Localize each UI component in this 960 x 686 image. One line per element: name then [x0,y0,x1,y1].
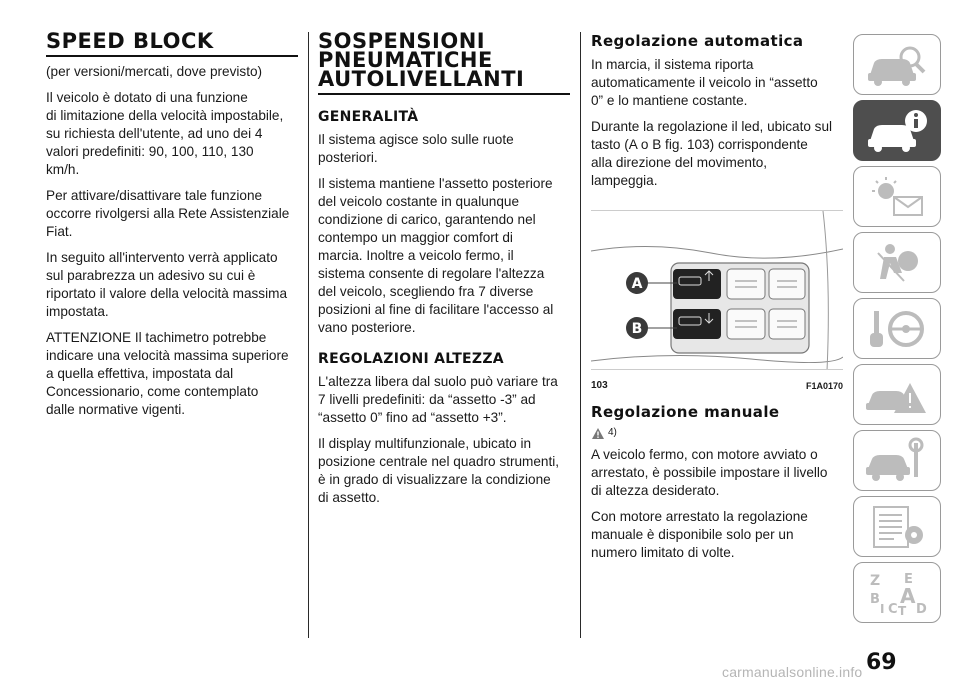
svg-text:Z: Z [870,572,881,589]
section-title: SPEED BLOCK [46,32,298,57]
paragraph: Il display multifunzionale, ubicato in posizione centrale nel quadro strumenti, è in grado di visualizzare la condizione di assetto. [318,436,560,505]
regolazione-section [591,32,843,570]
subsection-heading: Regolazione automatica [591,32,804,50]
height-control-buttons-image [591,210,843,370]
car-info-icon [864,107,930,155]
paragraph: Il sistema agisce solo sulle ruote posteriori. [318,132,514,165]
car-maintenance-icon [864,437,930,485]
road-emergency-icon [864,371,930,419]
warning-number: 4) [608,427,617,438]
svg-text:D: D [916,601,927,617]
paragraph: Con motore arrestato la regolazione manuale è disponibile solo per un numero limitato di volte. [591,509,808,560]
label-a: A [631,276,643,292]
key-steering-wheel-icon [864,305,930,353]
chapter-tabs [853,34,941,628]
paragraph: Il sistema mantiene l'assetto posteriore del veicolo costante in qualunque condizione di carico, garantendo nel contempo un maggior comfort di marcia. Inoltre a veicolo fermo, il sistema consente di regolare l'altezza del veicolo, scegliendo fra 7 diverse posizioni al fine di facilitare l'accesso al vano posteriore. [318,176,554,335]
figure-103 [591,204,843,391]
tab-warning-lights[interactable] [853,166,941,227]
subsection-heading: GENERALITÀ [318,109,419,125]
speed-block-section [46,29,298,427]
warning-reference[interactable] [591,427,843,440]
page-number: 69 [866,650,897,675]
airbag-safety-icon [864,239,930,287]
subsection-heading: Regolazione manuale [591,403,780,421]
tab-key-steering[interactable] [853,298,941,359]
svg-text:A: A [900,583,916,608]
warning-triangle-icon [591,427,605,440]
tab-alphabetical-index[interactable] [853,562,941,623]
sospensioni-section [318,29,570,515]
svg-text:E: E [904,571,913,587]
technical-data-icon [864,503,930,551]
paragraph: L'altezza libera dal suolo può variare tra 7 livelli predefiniti: da “assetto -3” ad “assetto 0” fino ad “assetto +3”. [318,374,558,425]
svg-text:I: I [880,601,885,616]
warning-lights-icon [864,173,930,221]
tab-technical-data[interactable] [853,496,941,557]
figure-code: F1A0170 [805,381,843,391]
tab-road-emergency[interactable] [853,364,941,425]
paragraph: In marcia, il sistema riporta automaticamente il veicolo in “assetto 0” e lo mantiene costante. [591,57,818,108]
tab-car-maintenance[interactable] [853,430,941,491]
tab-car-magnifier[interactable] [853,34,941,95]
tab-car-info[interactable] [853,100,941,161]
tab-airbag-safety[interactable] [853,232,941,293]
paragraph: A veicolo fermo, con motore avviato o arrestato, è possibile impostare il livello di altezza desiderato. [591,447,828,498]
paragraph: Il veicolo è dotato di una funzione di limitazione della velocità impostabile, su richiesta dell'utente, ad uno dei 4 valori predefiniti: 90, 100, 110, 130 km/h. [46,90,284,177]
column-divider [580,32,581,638]
paragraph: Per attivare/disattivare tale funzione occorre rivolgersi alla Rete Assistenziale Fiat. [46,188,290,239]
label-b: B [631,321,643,337]
figure-number: 103 [591,380,608,391]
svg-text:B: B [870,591,880,607]
section-title: SOSPENSIONI PNEUMATICHE AUTOLIVELLANTI [318,32,570,95]
paragraph: Durante la regolazione il led, ubicato sul tasto (A o B fig. 103) corrispondente alla direzione del movimento, lampeggia. [591,119,833,188]
paragraph: ATTENZIONE Il tachimetro potrebbe indicare una velocità massima superiore a quella effettiva, impostata dal Concessionario, come contemplato dalle normative vigenti. [46,330,289,417]
column-divider [308,32,309,638]
watermark: carmanualsonline.info [722,664,863,680]
dashboard-switch-illustration [591,211,843,370]
paragraph: In seguito all'intervento verrà applicato sul parabrezza un adesivo su cui è riportato il valore della velocità massima impostata. [46,250,288,319]
paragraph: (per versioni/mercati, dove previsto) [46,64,263,79]
svg-text:T: T [898,603,907,617]
car-magnifier-icon [864,41,930,89]
alphabetical-index-icon [864,569,930,617]
subsection-heading: REGOLAZIONI ALTEZZA [318,351,504,367]
svg-text:C: C [888,601,898,617]
